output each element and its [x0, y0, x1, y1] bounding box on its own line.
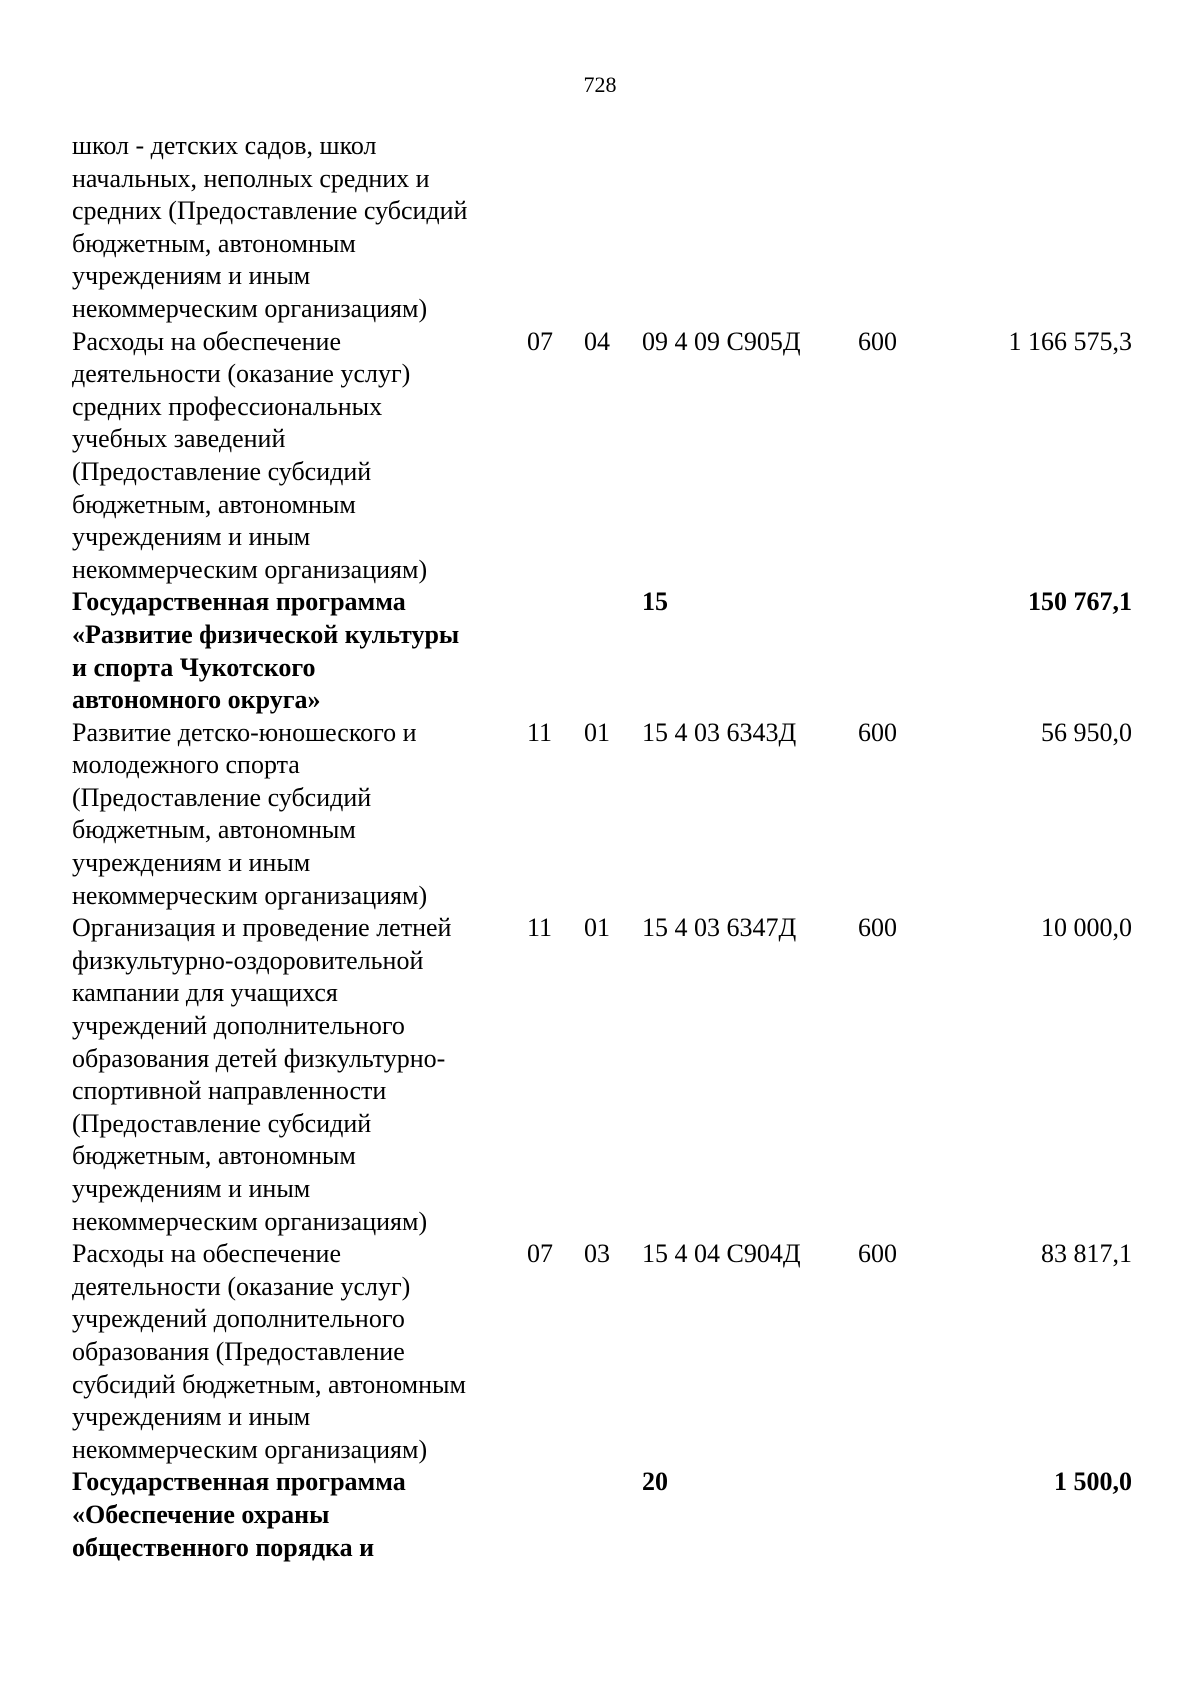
row-name: школ - детских садов, школ начальных, неполных средних и средних (Предоставление субсидий бюджетным, автономным учреждениям и иным некоммерческим организациям) — [72, 131, 468, 323]
row-expense-type: 600 — [858, 717, 897, 747]
row-target-code: 15 4 04 С904Д — [642, 1239, 801, 1269]
row-amount: 150 767,1 — [1028, 587, 1132, 617]
row-amount: 83 817,1 — [1041, 1239, 1132, 1269]
row-target-code: 09 4 09 С905Д — [642, 326, 801, 356]
row-subsection: 01 — [584, 913, 610, 943]
row-expense-type: 600 — [858, 1239, 897, 1269]
row-subsection: 03 — [584, 1239, 610, 1269]
row-name: Государственная программа «Развитие физической культуры и спорта Чукотского автономного округа» — [72, 587, 460, 715]
row-name: Организация и проведение летней физкультурно-оздоровительной кампании для учащихся учреждений дополнительного образования детей физкультурно- спортивной направленности (Предоставление субсидий бюджетным, автономным учреждениям и иным некоммерческим организациям) — [72, 913, 452, 1236]
row-subsection: 01 — [584, 717, 610, 747]
row-section: 07 — [527, 1239, 553, 1269]
row-amount: 56 950,0 — [1041, 717, 1132, 747]
row-target-code: 20 — [642, 1467, 668, 1497]
table-row — [72, 912, 1132, 1238]
row-name: Расходы на обеспечение деятельности (оказание услуг) учреждений дополнительного образования (Предоставление субсидий бюджетным, автономным учреждениям и иным некоммерческим организациям) — [72, 1239, 466, 1464]
budget-table — [72, 130, 1132, 1564]
row-name: Развитие детско-юношеского и молодежного спорта (Предоставление субсидий бюджетным, автономным учреждениям и иным некоммерческим организациям) — [72, 717, 428, 910]
row-name: Расходы на обеспечение деятельности (оказание услуг) средних профессиональных учебных заведений (Предоставление субсидий бюджетным, автономным учреждениям и иным некоммерческим организациям) — [72, 326, 428, 584]
row-amount: 10 000,0 — [1041, 913, 1132, 943]
row-section: 07 — [527, 326, 553, 356]
row-target-code: 15 — [642, 587, 668, 617]
row-name: Государственная программа «Обеспечение охраны общественного порядка и — [72, 1467, 406, 1562]
row-amount: 1 500,0 — [1054, 1467, 1132, 1497]
page-number: 728 — [583, 72, 617, 97]
table-row — [72, 1238, 1132, 1466]
table-row — [72, 1466, 1132, 1564]
row-section: 11 — [527, 717, 553, 747]
row-amount: 1 166 575,3 — [1008, 326, 1132, 356]
table-row — [72, 717, 1132, 913]
table-row — [72, 130, 1132, 326]
row-section: 11 — [527, 913, 553, 943]
table-row — [72, 326, 1132, 587]
row-expense-type: 600 — [858, 326, 897, 356]
row-expense-type: 600 — [858, 913, 897, 943]
table-row — [72, 586, 1132, 716]
row-target-code: 15 4 03 6343Д — [642, 717, 797, 747]
row-subsection: 04 — [584, 326, 610, 356]
row-target-code: 15 4 03 6347Д — [642, 913, 797, 943]
